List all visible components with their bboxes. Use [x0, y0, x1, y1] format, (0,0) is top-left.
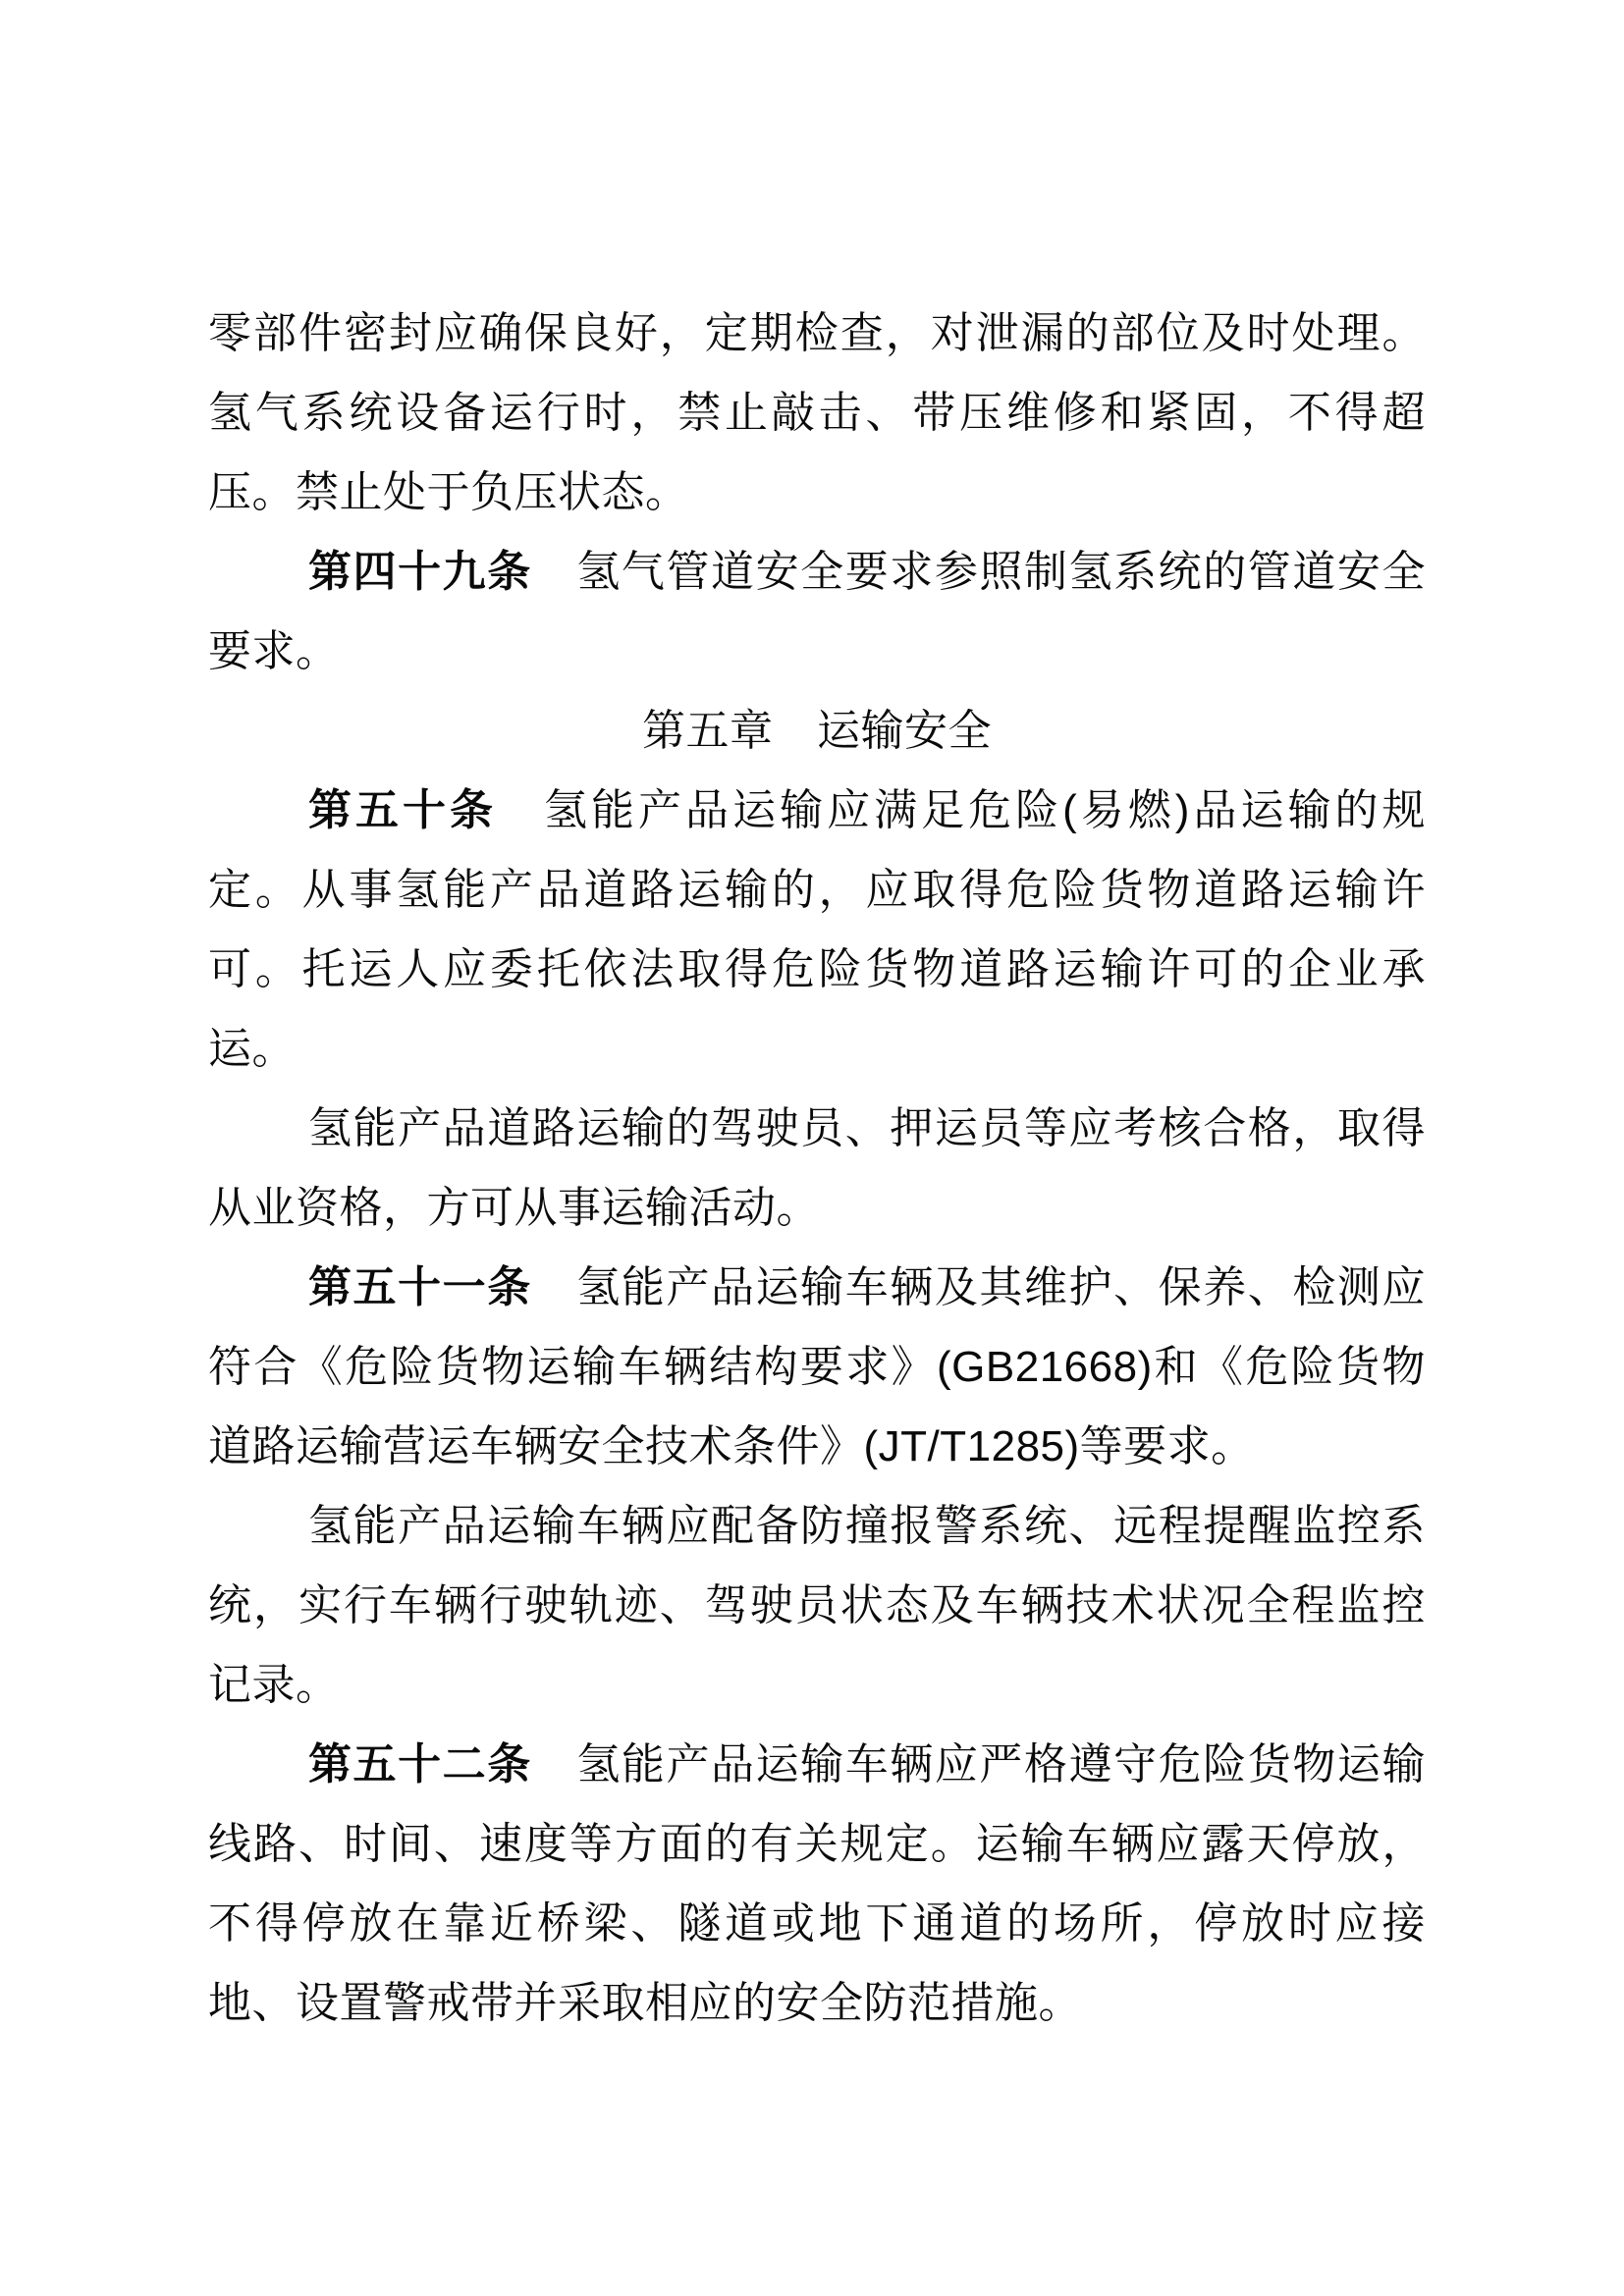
- body-text: 第五章 运输安全: [642, 707, 992, 755]
- body-text: 氢能产品运输车辆应严格遵守危险货物运输线路、时间、速度等方面的有关规定。运输车辆应露天停放，不得停放在靠近桥梁、隧道或地下通道的场所，停放时应接地、设置警戒带并采取相应的安全防范措施。: [208, 1740, 1426, 2027]
- body-text: 氢气管道安全要求参照制氢系统的管道安全要求。: [208, 548, 1426, 675]
- body-text: 氢能产品道路运输的驾驶员、押运员等应考核合格，取得从业资格，方可从事运输活动。: [208, 1104, 1426, 1232]
- body-text: 零部件密封应确保良好，定期检查，对泄漏的部位及时处理。氢气系统设备运行时，禁止敲击、带压维修和紧固，不得超压。禁止处于负压状态。: [208, 309, 1426, 516]
- body-text: 氢能产品运输车辆应配备防撞报警系统、远程提醒监控系统，实行车辆行驶轨迹、驾驶员状态及车辆技术状况全程监控记录。: [208, 1502, 1426, 1709]
- article-number: 第四十九条: [308, 548, 532, 596]
- paragraph: [208, 294, 1426, 532]
- body-text: 氢能产品运输应满足危险(易燃)品运输的规定。从事氢能产品道路运输的，应取得危险货物道路运输许可。托运人应委托依法取得危险货物道路运输许可的企业承运。: [208, 786, 1426, 1073]
- document-body: [208, 294, 1426, 2043]
- article-number: 第五十一条: [308, 1263, 532, 1311]
- chapter-heading: [208, 691, 1426, 771]
- paragraph: [208, 1725, 1426, 2043]
- paragraph: [208, 532, 1426, 691]
- body-text: 氢能产品运输车辆及其维护、保养、检测应符合《危险货物运输车辆结构要求》(GB21668)和《危险货物道路运输营运车辆安全技术条件》(JT/T1285)等要求。: [208, 1263, 1426, 1470]
- article-number: 第五十二条: [308, 1740, 532, 1789]
- article-number: 第五十条: [308, 786, 498, 834]
- paragraph: [208, 1486, 1426, 1725]
- paragraph: [208, 1089, 1426, 1248]
- paragraph: [208, 771, 1426, 1089]
- paragraph: [208, 1248, 1426, 1486]
